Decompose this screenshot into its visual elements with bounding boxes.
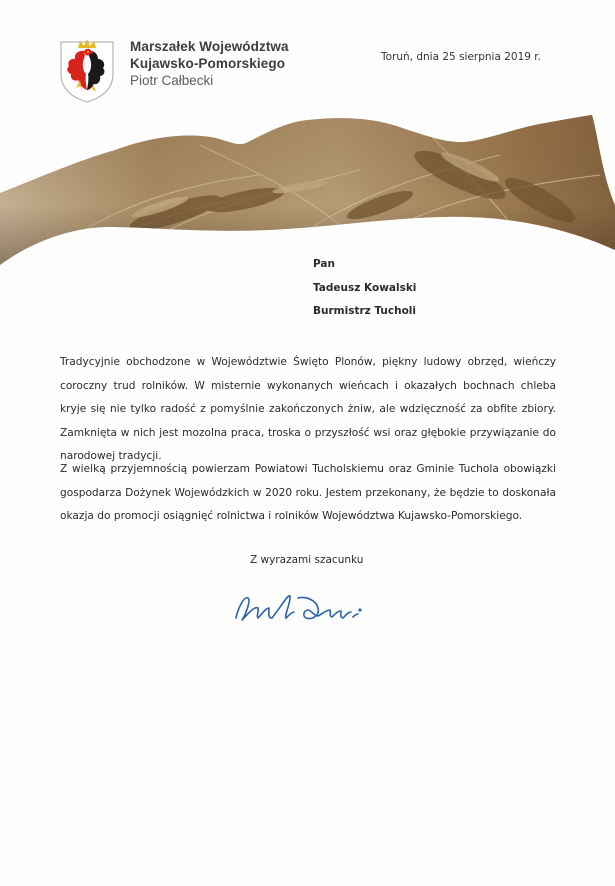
body-paragraph-1: Tradycyjnie obchodzone w Województwie Święto Plonów, piękny ludowy obrzęd, wieńczy coroczny trud rolników. W misternie wykonanych wieńcach i okazałych bochnach chleba kryje się nie tylko radość z pomyślnie zakończonych żniw, ale wdzięczność za obfite zbiory. Zamknięta w nich jest mozolna praca, troska o przyszłość wsi oraz głębokie przywiązanie do narodowej tradycji. — [60, 356, 556, 462]
sender-block — [130, 38, 289, 89]
handwritten-signature — [228, 586, 378, 634]
place-and-date: Toruń, dnia 25 sierpnia 2019 r. — [381, 51, 541, 63]
wheat-banner-image — [0, 115, 615, 265]
addressee-position: Burmistrz Tucholi — [313, 305, 417, 317]
addressee-name: Tadeusz Kowalski — [313, 281, 417, 294]
sender-title-line2: Kujawsko-Pomorskiego — [130, 56, 286, 71]
body-paragraph-2: Z wielką przyjemnością powierzam Powiatowi Tucholskiemu oraz Gminie Tuchola obowiązki gospodarza Dożynek Wojewódzkich w 2020 roku. Jestem przekonany, że będzie to doskonała okazja do promocji osiągnięć rolnictwa i rolników Województwa Kujawsko-Pomorskiego. — [60, 463, 556, 522]
sender-title-line1: Marszałek Województwa — [130, 39, 289, 54]
coat-of-arms-griffin-icon — [58, 34, 116, 104]
closing-phrase: Z wyrazami szacunku — [250, 554, 364, 566]
sender-name: Piotr Całbecki — [130, 73, 214, 88]
addressee-salutation: Pan — [313, 258, 335, 270]
addressee-block — [313, 258, 416, 329]
